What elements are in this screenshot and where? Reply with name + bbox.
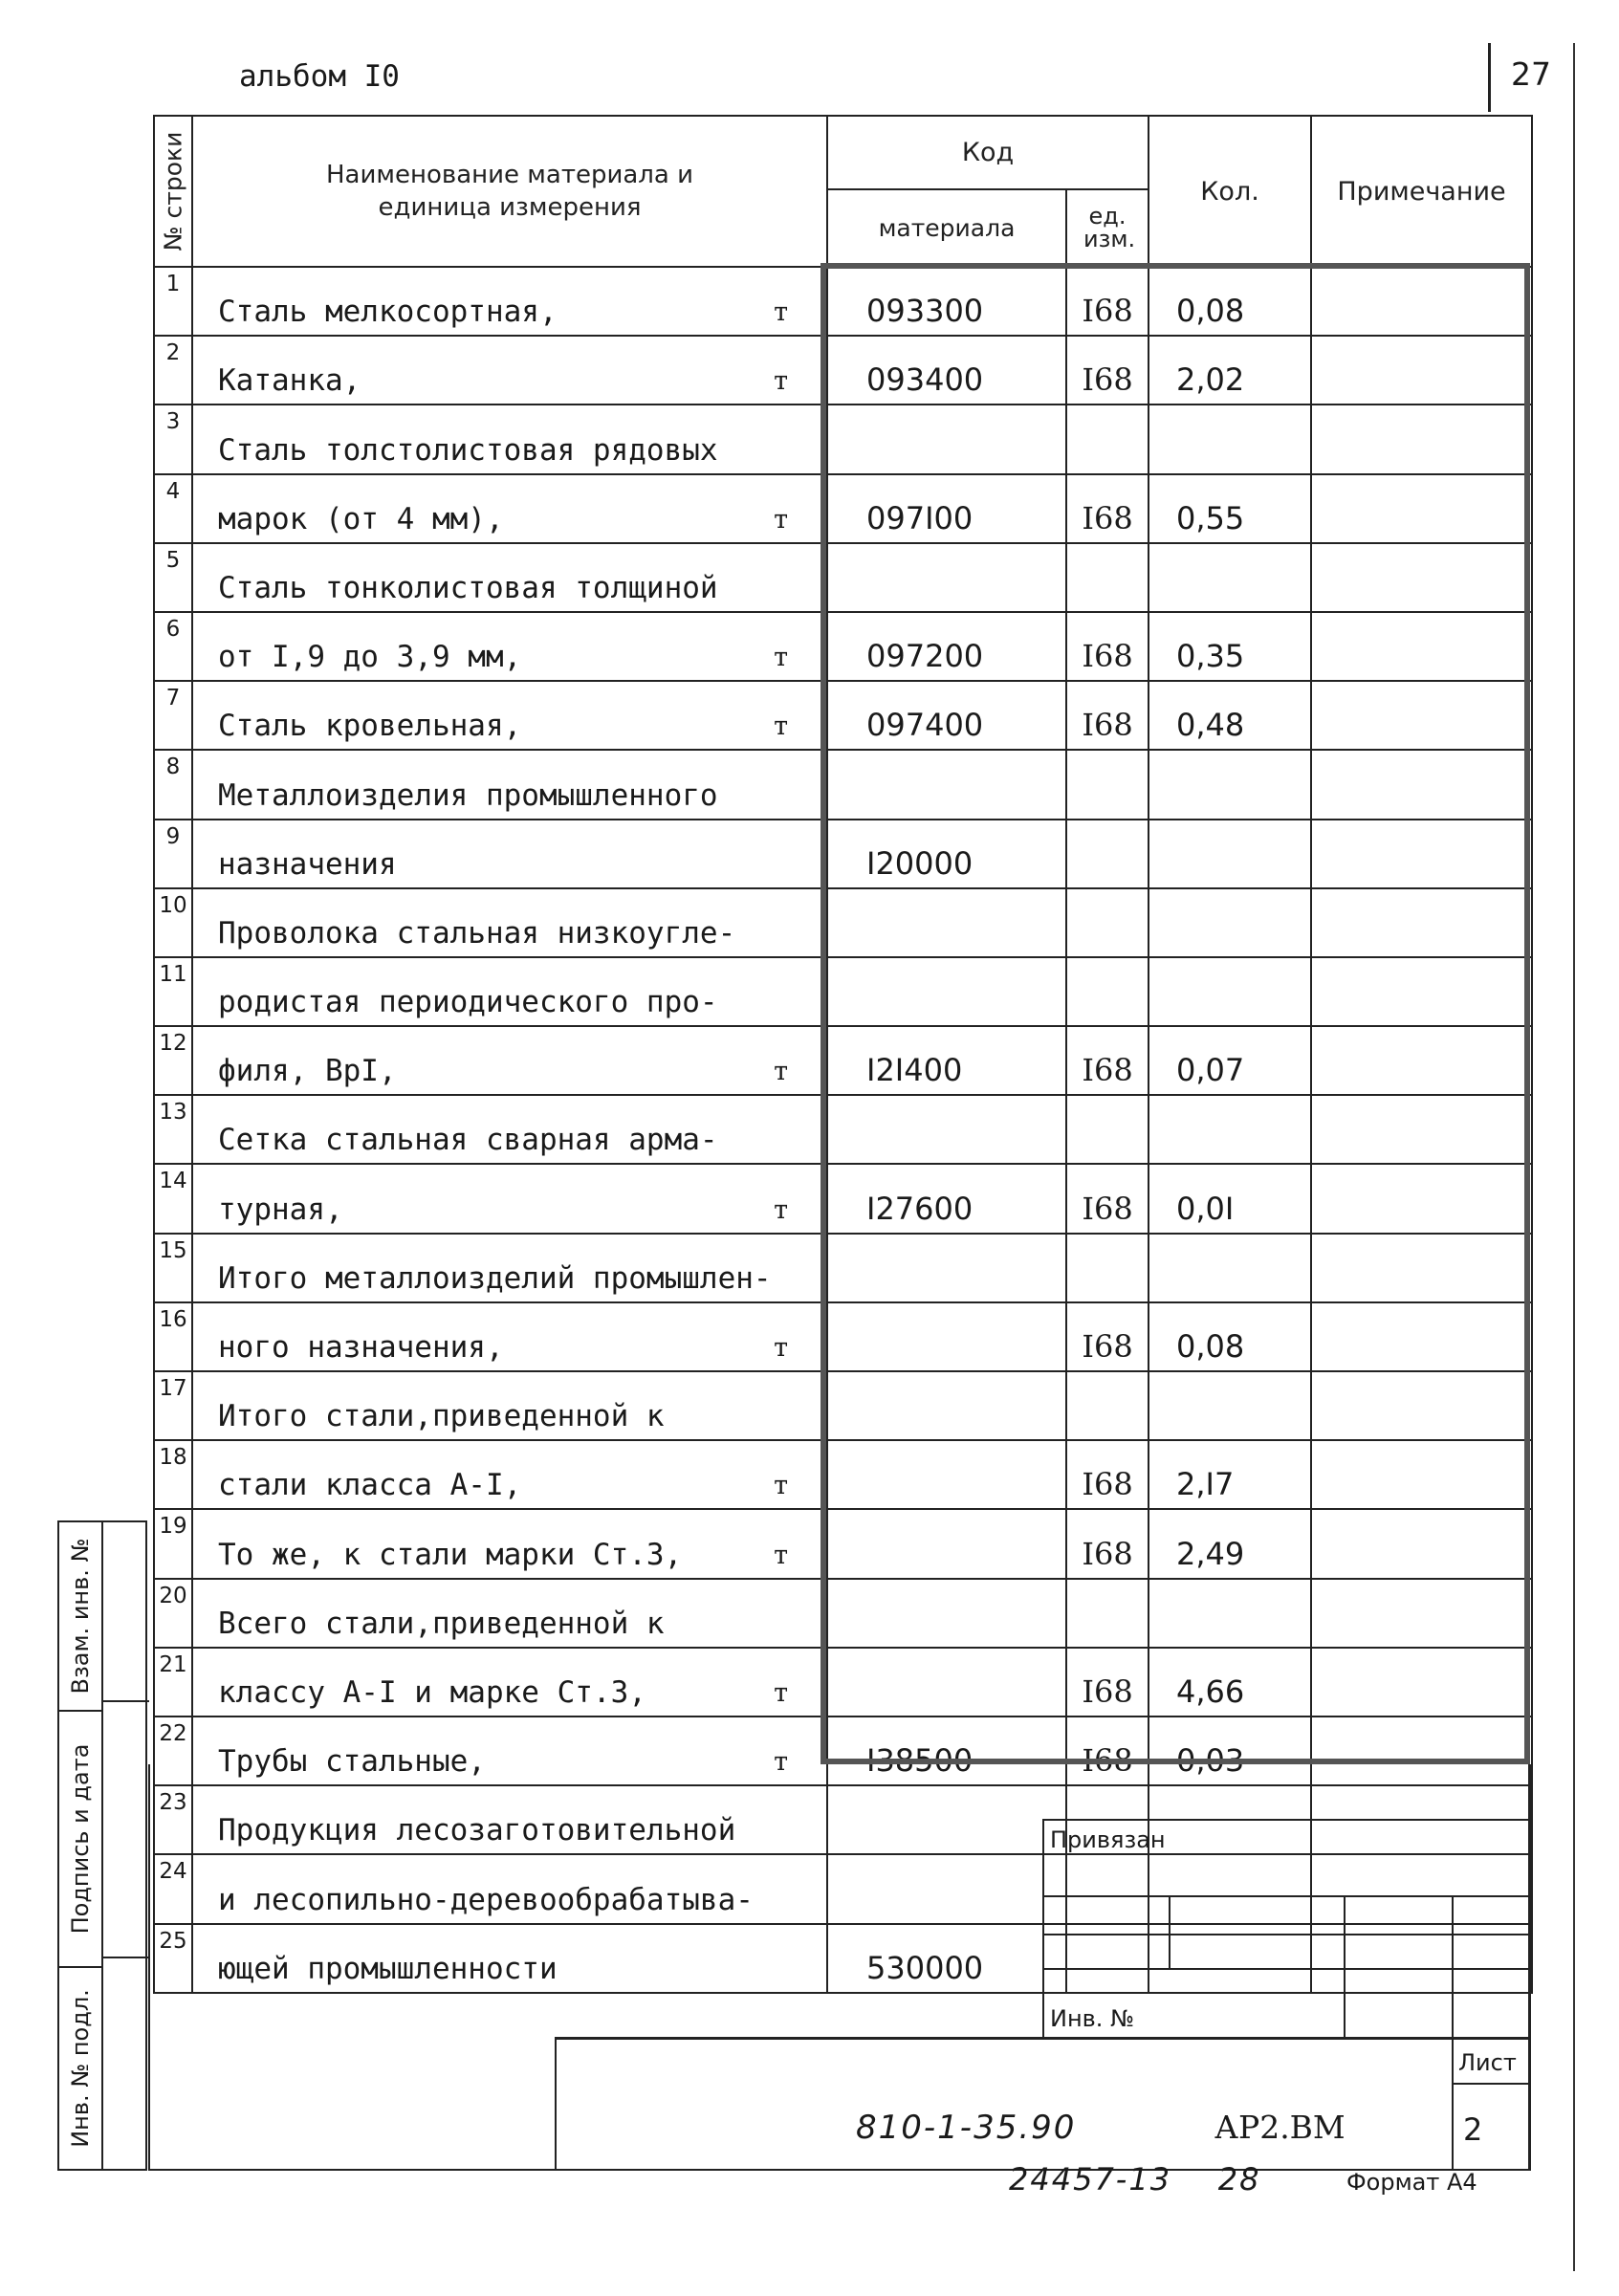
unit-code-cell: I68 [1066,681,1149,750]
quantity-cell: 2,49 [1149,1509,1311,1578]
sheet-number: 2 [1463,2111,1483,2148]
material-name-cell [192,267,827,336]
material-name: классу А-I и марке Ст.3, [218,1674,646,1710]
row-number-cell: 11 [154,957,192,1026]
header-name: Наименование материала и единица измерения [192,116,827,267]
unit-code-cell: I68 [1066,612,1149,681]
tb-line [1042,1819,1044,2039]
tb-line [1344,1895,1346,2039]
row-number-cell: 8 [154,750,192,819]
material-name-cell [192,1234,827,1302]
unit-label: т [774,1471,788,1501]
material-name-cell [192,612,827,681]
material-name: Сталь мелкосортная, [218,295,558,330]
quantity-cell: 0,08 [1149,267,1311,336]
page-number: 27 [1511,55,1551,93]
material-code-cell: I38500 [827,1717,1066,1785]
unit-code-cell: I68 [1066,474,1149,543]
row-number-cell: 20 [154,1579,192,1648]
material-name-cell [192,405,827,473]
row-number-cell: 15 [154,1234,192,1302]
unit-code-cell: I68 [1066,336,1149,405]
tb-line [1042,1895,1530,1897]
data-frame [820,263,1530,1764]
material-name: от I,9 до 3,9 мм, [218,640,522,675]
unit-label: т [774,297,788,328]
unit-code-cell: I68 [1066,267,1149,336]
row-number-cell: 3 [154,405,192,473]
material-code-cell: 097200 [827,612,1066,681]
material-name-cell [192,820,827,888]
row-number-cell: 21 [154,1648,192,1717]
row-number-cell: 7 [154,681,192,750]
tb-line [1042,1968,1530,1970]
unit-label: т [774,1057,788,1087]
unit-code-cell [1066,1854,1149,1923]
header-note: Примечание [1311,116,1532,267]
unit-code-cell: I68 [1066,1717,1149,1785]
material-name: ного назначения, [218,1330,504,1365]
row-number-cell: 22 [154,1717,192,1785]
tb-line [1042,1934,1530,1935]
material-name: филя, ВрI, [218,1054,397,1089]
unit-label: т [774,711,788,742]
material-name-cell [192,1924,827,1993]
unit-label: т [774,366,788,397]
row-number-cell: 25 [154,1924,192,1993]
material-code-cell: 093300 [827,267,1066,336]
material-name-cell [192,474,827,543]
material-name: Сталь тонколистовая толщиной [218,570,718,605]
material-name-cell [192,543,827,612]
material-name: Сетка стальная сварная арма- [218,1123,718,1158]
material-name: родистая периодического про- [218,985,718,1020]
material-name: Катанка, [218,363,361,399]
inv-no-label: Инв. № [1050,2005,1135,2032]
album-label: альбом I0 [239,59,400,94]
unit-label: т [774,1747,788,1778]
header-code-material: материала [827,189,1066,267]
document-mark: АР2.ВМ [1214,2109,1346,2146]
table-row [154,1854,1532,1923]
stamp-divider [101,1700,149,1702]
row-number-cell: 1 [154,267,192,336]
quantity-cell: 4,66 [1149,1648,1311,1717]
row-number-cell: 18 [154,1440,192,1509]
material-name: ющей промышленности [218,1951,558,1986]
unit-code-cell: I68 [1066,1302,1149,1371]
material-code-cell [827,1854,1066,1923]
row-number-cell: 23 [154,1785,192,1854]
stamp-inv-podl: Инв. № подл. [57,1966,103,2171]
stamp-podpis: Подпись и дата [57,1710,103,1968]
page-number-divider [1488,43,1491,112]
material-code-cell: I27600 [827,1164,1066,1233]
header-code: Код [827,116,1149,189]
quantity-cell: 0,48 [1149,681,1311,750]
frame-bottom-line [148,2169,1530,2171]
material-name: Итого металлоизделий промышлен- [218,1260,772,1296]
material-name-cell [192,336,827,405]
material-name: Сталь кровельная, [218,709,522,744]
material-name-cell [192,1164,827,1233]
material-name-cell [192,1371,827,1440]
stamp-vzam: Взам. инв. № [57,1520,103,1712]
material-name: назначения [218,846,397,882]
material-name-cell [192,957,827,1026]
document-code: 810-1-35.90 [856,2109,1077,2147]
header-code-unit: ед. изм. [1066,189,1149,267]
material-name-cell [192,1095,827,1164]
unit-code-cell: I68 [1066,1164,1149,1233]
material-name: Трубы стальные, [218,1744,486,1780]
unit-label: т [774,1194,788,1225]
header-row-number: № строки [154,116,192,267]
material-code-cell: 097400 [827,681,1066,750]
unit-code-cell: I68 [1066,1509,1149,1578]
row-number-cell: 6 [154,612,192,681]
quantity-cell: 0,08 [1149,1302,1311,1371]
unit-label: т [774,1333,788,1363]
material-code-cell: 530000 [827,1924,1066,1993]
row-number-cell: 16 [154,1302,192,1371]
material-name-cell [192,1579,827,1648]
material-name: и лесопильно-деревообрабатыва- [218,1882,754,1917]
row-number-cell: 24 [154,1854,192,1923]
format-label: Формат А4 [1346,2169,1477,2196]
material-code-cell: 093400 [827,336,1066,405]
material-name: стали класса А-I, [218,1468,522,1503]
material-name-cell [192,1854,827,1923]
quantity-cell: 0,35 [1149,612,1311,681]
quantity-cell: 2,02 [1149,336,1311,405]
material-name: Всего стали,приведенной к [218,1606,665,1641]
unit-code-cell: I68 [1066,1026,1149,1095]
material-code-cell: I20000 [827,820,1066,888]
row-number-cell: 17 [154,1371,192,1440]
stamp-divider [101,1957,149,1958]
material-name: Итого стали,приведенной к [218,1399,665,1434]
tb-line [555,2037,557,2171]
quantity-cell: 2,I7 [1149,1440,1311,1509]
privyazan-label: Привязан [1050,1826,1166,1853]
material-name: Продукция лесозаготовительной [218,1813,736,1848]
tb-line [1169,1895,1170,1970]
material-code-cell [827,1785,1066,1854]
material-code-cell: 097I00 [827,474,1066,543]
material-code-cell: I2I400 [827,1026,1066,1095]
quantity-cell: 0,0I [1149,1164,1311,1233]
material-name: То же, к стали марки Ст.3, [218,1537,683,1572]
unit-label: т [774,1540,788,1570]
header-qty: Кол. [1149,116,1311,267]
unit-code-cell: I68 [1066,1648,1149,1717]
tb-line [1042,1819,1530,1821]
tb-line [1452,2083,1530,2085]
quantity-cell [1149,1854,1311,1923]
page-right-border [1573,43,1575,2271]
row-number-cell: 19 [154,1509,192,1578]
material-name: марок (от 4 мм), [218,501,504,536]
quantity-cell: 0,07 [1149,1026,1311,1095]
row-number-cell: 2 [154,336,192,405]
unit-label: т [774,1677,788,1708]
tb-line [1452,1895,1454,2171]
material-name-cell [192,888,827,957]
material-name-cell [192,681,827,750]
material-name-cell [192,1440,827,1509]
unit-code-cell: I68 [1066,1440,1149,1509]
material-name-cell [192,750,827,819]
material-name-cell [192,1785,827,1854]
material-name-cell [192,1509,827,1578]
handwritten-number: 24457-13 28 [1009,2161,1261,2198]
row-number-cell: 5 [154,543,192,612]
row-number-cell: 12 [154,1026,192,1095]
row-number-cell: 10 [154,888,192,957]
frame-left-line [148,1764,150,2171]
material-name-cell [192,1648,827,1717]
material-name: Проволока стальная низкоугле- [218,915,736,951]
unit-label: т [774,643,788,673]
material-name: Сталь толстолистовая рядовых [218,432,718,468]
row-number-cell: 14 [154,1164,192,1233]
sheet-label: Лист [1458,2049,1517,2076]
quantity-cell: 0,03 [1149,1717,1311,1785]
material-name-cell [192,1717,827,1785]
row-number-cell: 4 [154,474,192,543]
row-number-cell: 13 [154,1095,192,1164]
material-name-cell [192,1302,827,1371]
material-name: Металлоизделия промышленного [218,777,718,813]
unit-label: т [774,504,788,535]
quantity-cell: 0,55 [1149,474,1311,543]
material-name-cell [192,1026,827,1095]
tb-line [555,2037,1530,2040]
row-number-cell: 9 [154,820,192,888]
material-name: турная, [218,1192,343,1227]
